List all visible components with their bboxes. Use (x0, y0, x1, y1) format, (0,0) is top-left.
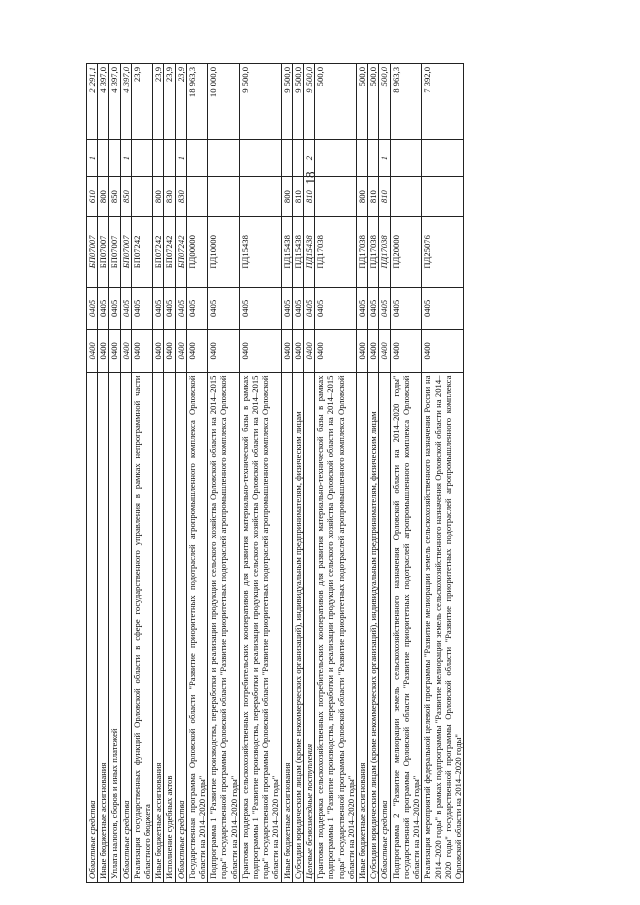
table-row (120, 64, 131, 883)
row-expense-type: 850 (120, 177, 131, 217)
row-target-article: ПД15438 (292, 217, 303, 288)
row-amount: 4 397,0 (120, 64, 131, 140)
row-section: 0400 (87, 330, 98, 372)
row-target-article: БП07242 (175, 217, 186, 288)
row-amount: 23,9 (153, 64, 164, 140)
row-target-article: ПД17038 (379, 217, 390, 288)
table-row (281, 64, 292, 883)
row-source-code: 1 (175, 139, 186, 176)
row-target-article: ПД10000 (208, 217, 240, 288)
row-expense-type (186, 177, 207, 217)
row-subsection: 0405 (153, 287, 164, 329)
row-expense-type (239, 177, 281, 217)
row-expense-type (131, 177, 152, 217)
table-row (131, 64, 152, 883)
row-section: 0400 (131, 330, 152, 372)
row-name: Областные средства (87, 372, 98, 882)
row-subsection: 0405 (422, 287, 464, 329)
row-amount: 9 500,0 (304, 64, 315, 140)
row-target-article: ПД17038 (357, 217, 368, 288)
row-section: 0400 (315, 330, 357, 372)
row-subsection: 0405 (239, 287, 281, 329)
row-source-code (109, 139, 120, 176)
table-row (109, 64, 120, 883)
page-number: 18 (302, 171, 318, 185)
row-amount: 4 397,0 (109, 64, 120, 140)
row-name: Исполнение судебных актов (164, 372, 175, 882)
row-amount: 4 397,0 (98, 64, 109, 140)
row-name: Субсидии юридическим лицам (кроме некоммерческих организаций), индивидуальным предпринимателям, физическим лицам (292, 372, 303, 882)
row-section: 0400 (304, 330, 315, 372)
row-amount: 500,0 (379, 64, 390, 140)
row-source-code: 1 (379, 139, 390, 176)
row-subsection: 0405 (390, 287, 422, 329)
row-expense-type (422, 177, 464, 217)
row-source-code (390, 139, 422, 176)
table-row (175, 64, 186, 883)
row-name: Иные бюджетные ассигнования (98, 372, 109, 882)
row-source-code (422, 139, 464, 176)
row-name: Иные бюджетные ассигнования (153, 372, 164, 882)
row-amount: 500,0 (357, 64, 368, 140)
row-expense-type: 850 (109, 177, 120, 217)
row-name: Субсидии юридическим лицам (кроме некоммерческих организаций), индивидуальным предпринимателям, физическим лицам (368, 372, 379, 882)
row-name: Грантовая поддержка сельскохозяйственных потребительских кооперативов для развития материально-технической базы в рамках подпрограммы 1 "Развитие производства, переработки и реализации продукции сельского хозяйства Орловской области на 2014–2015 годы" государственной программы Орловской области "Развитие приоритетных подотраслей агропромышленного комплекса Орловской области на 2014–2020 годы" (239, 372, 281, 882)
row-subsection: 0405 (357, 287, 368, 329)
row-subsection: 0405 (304, 287, 315, 329)
row-amount: 23,9 (131, 64, 152, 140)
row-subsection: 0405 (98, 287, 109, 329)
row-target-article: БП07242 (131, 217, 152, 288)
row-source-code (357, 139, 368, 176)
table-row (304, 64, 315, 883)
row-section: 0400 (281, 330, 292, 372)
row-name: Иные бюджетные ассигнования (281, 372, 292, 882)
row-name: Областные средства (379, 372, 390, 882)
row-section: 0400 (186, 330, 207, 372)
table-row (357, 64, 368, 883)
row-expense-type: 810 (379, 177, 390, 217)
row-source-code (315, 139, 357, 176)
row-amount: 23,9 (175, 64, 186, 140)
row-target-article: ПД15438 (239, 217, 281, 288)
row-subsection: 0405 (186, 287, 207, 329)
row-expense-type: 810 (368, 177, 379, 217)
row-section: 0400 (120, 330, 131, 372)
row-expense-type: 800 (153, 177, 164, 217)
row-target-article: ПД17038 (315, 217, 357, 288)
row-section: 0400 (153, 330, 164, 372)
row-subsection: 0405 (109, 287, 120, 329)
row-source-code (164, 139, 175, 176)
row-target-article: БП07007 (87, 217, 98, 288)
row-source-code (292, 139, 303, 176)
row-section: 0400 (292, 330, 303, 372)
row-target-article: БП07007 (120, 217, 131, 288)
row-section: 0400 (98, 330, 109, 372)
budget-table (86, 63, 464, 883)
row-name: Областные средства (175, 372, 186, 882)
row-expense-type: 800 (98, 177, 109, 217)
row-name: Реализация государственных функций Орловской области в сфере государственного управления в рамках непрограммной части областного бюджета (131, 372, 152, 882)
row-source-code (368, 139, 379, 176)
row-expense-type: 610 (87, 177, 98, 217)
row-target-article: ПД00000 (186, 217, 207, 288)
row-expense-type: 810 (304, 177, 315, 217)
row-amount: 7 392,0 (422, 64, 464, 140)
row-amount: 500,0 (315, 64, 357, 140)
table-row (186, 64, 207, 883)
row-amount: 500,0 (368, 64, 379, 140)
row-subsection: 0405 (87, 287, 98, 329)
row-subsection: 0405 (368, 287, 379, 329)
row-target-article: ПД17038 (368, 217, 379, 288)
row-name: Иные бюджетные ассигнования (357, 372, 368, 882)
row-name: Подпрограмма 1 "Развитие производства, переработки и реализации продукции сельского хозяйства Орловской области на 2014–2015 годы" государственной программы Орловской области "Развитие приоритетных подотраслей агропромышленного комплекса Орловской области на 2014–2020 годы" (208, 372, 240, 882)
row-expense-type: 830 (164, 177, 175, 217)
budget-table-body (87, 64, 464, 883)
row-section: 0400 (379, 330, 390, 372)
row-subsection: 0405 (281, 287, 292, 329)
row-amount: 9 500,0 (292, 64, 303, 140)
row-section: 0400 (390, 330, 422, 372)
row-name: Государственная программа Орловской области "Развитие приоритетных подотраслей агропромышленного комплекса Орловской области на 2014–2020 годы" (186, 372, 207, 882)
table-row (422, 64, 464, 883)
row-subsection: 0405 (175, 287, 186, 329)
row-subsection: 0405 (292, 287, 303, 329)
row-name: Подпрограмма 2 "Развитие мелиорации земель сельскохозяйственного назначения Орловской области на 2014–2020 годы" государственной программы Орловской области "Развитие приоритетных подотраслей агропромышленного комплекса Орловской области на 2014–2020 годы" (390, 372, 422, 882)
row-name: Грантовая поддержка сельскохозяйственных потребительских кооперативов для развития материально-технической базы в рамках подпрограммы 1 "Развитие производства, переработки и реализации продукции сельского хозяйства Орловской области на 2014–2015 годы" государственной программы Орловской области "Развитие приоритетных подотраслей агропромышленного комплекса Орловской области на 2014–2020 годы" (315, 372, 357, 882)
row-expense-type: 800 (281, 177, 292, 217)
row-name: Реализация мероприятий федеральной целевой программы "Развитие мелиорации земель сельскохозяйственного назначения России на 2014–2020 годы" в рамках подпрограммы "Развитие мелиорации земель сельскохозяйственного назначения Орловской области на 2014–2020 годы" государственной программы Орловской области "Развитие приоритетных подотраслей агропромышленного комплекса Орловской области на 2014–2020 годы" (422, 372, 464, 882)
row-expense-type (390, 177, 422, 217)
table-row (379, 64, 390, 883)
table-row (390, 64, 422, 883)
table-row (98, 64, 109, 883)
row-amount: 2 291,1 (87, 64, 98, 140)
row-section: 0400 (175, 330, 186, 372)
row-source-code (208, 139, 240, 176)
row-source-code (153, 139, 164, 176)
row-target-article: БП07007 (98, 217, 109, 288)
row-expense-type: 800 (357, 177, 368, 217)
row-source-code (131, 139, 152, 176)
row-section: 0400 (239, 330, 281, 372)
row-name: Целевые безвозмездные поступления (304, 372, 315, 882)
row-expense-type: 810 (292, 177, 303, 217)
row-target-article: ПД20000 (390, 217, 422, 288)
row-amount: 23,9 (164, 64, 175, 140)
row-subsection: 0405 (131, 287, 152, 329)
row-target-article: БП07007 (109, 217, 120, 288)
row-section: 0400 (368, 330, 379, 372)
row-expense-type: 830 (175, 177, 186, 217)
row-section: 0400 (208, 330, 240, 372)
row-target-article: БП07242 (153, 217, 164, 288)
row-section: 0400 (109, 330, 120, 372)
table-row (292, 64, 303, 883)
row-source-code: 2 (304, 139, 315, 176)
table-row (164, 64, 175, 883)
table-row (239, 64, 281, 883)
table-row (208, 64, 240, 883)
row-section: 0400 (422, 330, 464, 372)
row-source-code: 1 (87, 139, 98, 176)
row-subsection: 0405 (164, 287, 175, 329)
row-target-article: ПД15438 (281, 217, 292, 288)
table-row (315, 64, 357, 883)
table-row (153, 64, 164, 883)
row-amount: 9 500,0 (239, 64, 281, 140)
row-section: 0400 (164, 330, 175, 372)
row-name: Областные средства (120, 372, 131, 882)
row-target-article: ПД25076 (422, 217, 464, 288)
row-section: 0400 (357, 330, 368, 372)
row-subsection: 0405 (379, 287, 390, 329)
row-source-code (98, 139, 109, 176)
row-subsection: 0405 (208, 287, 240, 329)
row-name: Уплата налогов, сборов и иных платежей (109, 372, 120, 882)
row-source-code (281, 139, 292, 176)
row-amount: 9 500,0 (281, 64, 292, 140)
row-amount: 8 963,3 (390, 64, 422, 140)
row-subsection: 0405 (120, 287, 131, 329)
row-amount: 18 963,3 (186, 64, 207, 140)
table-row (87, 64, 98, 883)
row-target-article: ПД15438 (304, 217, 315, 288)
row-source-code (239, 139, 281, 176)
row-expense-type (315, 177, 357, 217)
row-expense-type (208, 177, 240, 217)
row-source-code: 1 (120, 139, 131, 176)
row-source-code (186, 139, 207, 176)
row-amount: 10 000,0 (208, 64, 240, 140)
row-subsection: 0405 (315, 287, 357, 329)
table-row (368, 64, 379, 883)
row-target-article: БП07242 (164, 217, 175, 288)
